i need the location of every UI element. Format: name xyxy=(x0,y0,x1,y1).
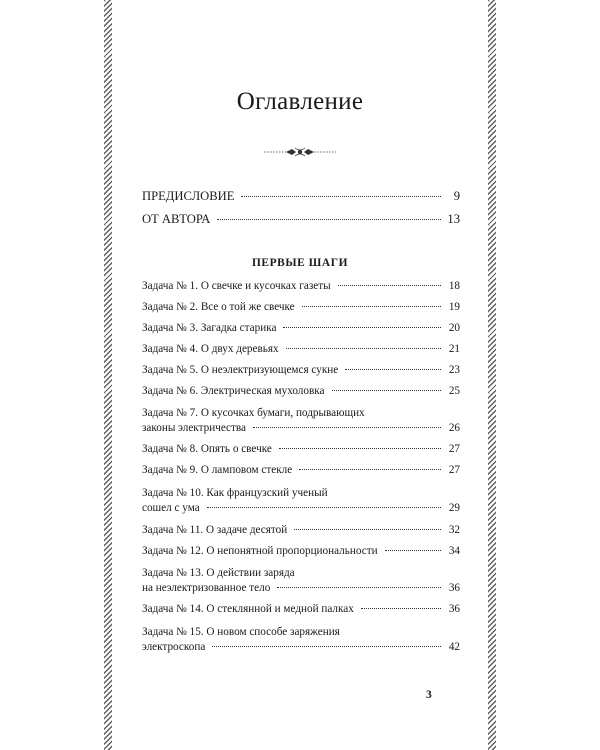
dot-leader xyxy=(279,448,441,449)
decorative-border-right xyxy=(488,0,496,750)
toc-entry[interactable] xyxy=(142,566,460,596)
dot-leader xyxy=(385,550,441,551)
dot-leader xyxy=(338,285,441,286)
toc-entry-title: на неэлектризованное тело xyxy=(142,582,271,594)
toc-entry-page: 21 xyxy=(448,343,460,355)
toc-entry-page: 42 xyxy=(448,641,460,653)
toc-entry-page: 18 xyxy=(448,280,460,292)
toc-entry[interactable] xyxy=(142,321,460,336)
ornament-divider-icon xyxy=(262,146,338,158)
toc-entry-title: ОТ АВТОРА xyxy=(142,212,211,226)
toc-entry[interactable] xyxy=(142,544,460,559)
dot-leader xyxy=(345,369,441,370)
toc-entry-title: Задача № 2. Все о той же свечке xyxy=(142,301,295,313)
dot-leader xyxy=(241,196,441,197)
dot-leader xyxy=(277,587,441,588)
toc-entry-page: 23 xyxy=(448,364,460,376)
toc-entry[interactable] xyxy=(142,463,460,478)
toc-entry-title-line: Задача № 7. О кусочках бумаги, подрывающих xyxy=(142,407,365,419)
dot-leader xyxy=(361,608,441,609)
dot-leader xyxy=(302,306,441,307)
dot-leader xyxy=(294,529,441,530)
dot-leader xyxy=(283,327,441,328)
dot-leader xyxy=(217,219,441,220)
toc-entry-page: 13 xyxy=(447,212,460,226)
toc-entry-page: 25 xyxy=(448,385,460,397)
toc-entry[interactable] xyxy=(142,189,460,204)
toc-entry[interactable] xyxy=(142,279,460,294)
toc-entry[interactable] xyxy=(142,300,460,315)
toc-entry-page: 36 xyxy=(448,582,460,594)
toc-entry-page: 34 xyxy=(448,545,460,557)
toc-entry-title: Задача № 11. О задаче десятой xyxy=(142,524,288,536)
toc-entry-title: законы электричества xyxy=(142,422,247,434)
toc-entry[interactable] xyxy=(142,406,460,436)
toc-entry-title-line: Задача № 13. О действии заряда xyxy=(142,567,295,579)
dot-leader xyxy=(286,348,441,349)
toc-entry-title: Задача № 12. О непонятной пропорциональности xyxy=(142,545,378,557)
toc-entry-page: 36 xyxy=(448,603,460,615)
toc-entry-page: 29 xyxy=(448,502,460,514)
toc-entry-title-line: Задача № 10. Как французский ученый xyxy=(142,487,328,499)
book-page xyxy=(120,0,480,750)
toc-entry[interactable] xyxy=(142,486,460,516)
toc-entry-title: Задача № 6. Электрическая мухоловка xyxy=(142,385,325,397)
toc-entry[interactable] xyxy=(142,363,460,378)
toc-entry-title: сошел с ума xyxy=(142,502,200,514)
page-title: Оглавление xyxy=(236,88,364,115)
toc-entry-page: 20 xyxy=(448,322,460,334)
toc-entry-title: Задача № 14. О стеклянной и медной палках xyxy=(142,603,354,615)
toc-entry[interactable] xyxy=(142,212,460,227)
dot-leader xyxy=(332,390,442,391)
toc-entry-title: Задача № 4. О двух деревьях xyxy=(142,343,279,355)
toc-entry-title: Задача № 3. Загадка старика xyxy=(142,322,277,334)
toc-entry-title: Задача № 1. О свечке и кусочках газеты xyxy=(142,280,331,292)
toc-entry[interactable] xyxy=(142,442,460,457)
toc-entry-title: Задача № 5. О неэлектризующемся сукне xyxy=(142,364,339,376)
dot-leader xyxy=(207,507,441,508)
toc-entry-page: 19 xyxy=(448,301,460,313)
toc-entry-title-line: Задача № 15. О новом способе заряжения xyxy=(142,626,340,638)
toc-entry[interactable] xyxy=(142,384,460,399)
toc-entry-title: электроскопа xyxy=(142,641,206,653)
toc-entry-title: ПРЕДИСЛОВИЕ xyxy=(142,189,235,203)
toc-entry[interactable] xyxy=(142,342,460,357)
toc-entry-title: Задача № 9. О ламповом стекле xyxy=(142,464,293,476)
toc-entry[interactable] xyxy=(142,625,460,655)
section-heading: ПЕРВЫЕ ШАГИ xyxy=(251,257,349,269)
toc-entry-page: 27 xyxy=(448,443,460,455)
dot-leader xyxy=(253,427,441,428)
toc-entry[interactable] xyxy=(142,602,460,617)
toc-entry[interactable] xyxy=(142,523,460,538)
toc-entry-title: Задача № 8. Опять о свечке xyxy=(142,443,272,455)
toc-entry-page: 9 xyxy=(453,189,460,203)
page-number: 3 xyxy=(426,688,432,701)
toc-entry-page: 27 xyxy=(448,464,460,476)
toc-entry-page: 32 xyxy=(448,524,460,536)
dot-leader xyxy=(299,469,441,470)
decorative-border-left xyxy=(104,0,112,750)
dot-leader xyxy=(212,646,441,647)
toc-entry-page: 26 xyxy=(448,422,460,434)
